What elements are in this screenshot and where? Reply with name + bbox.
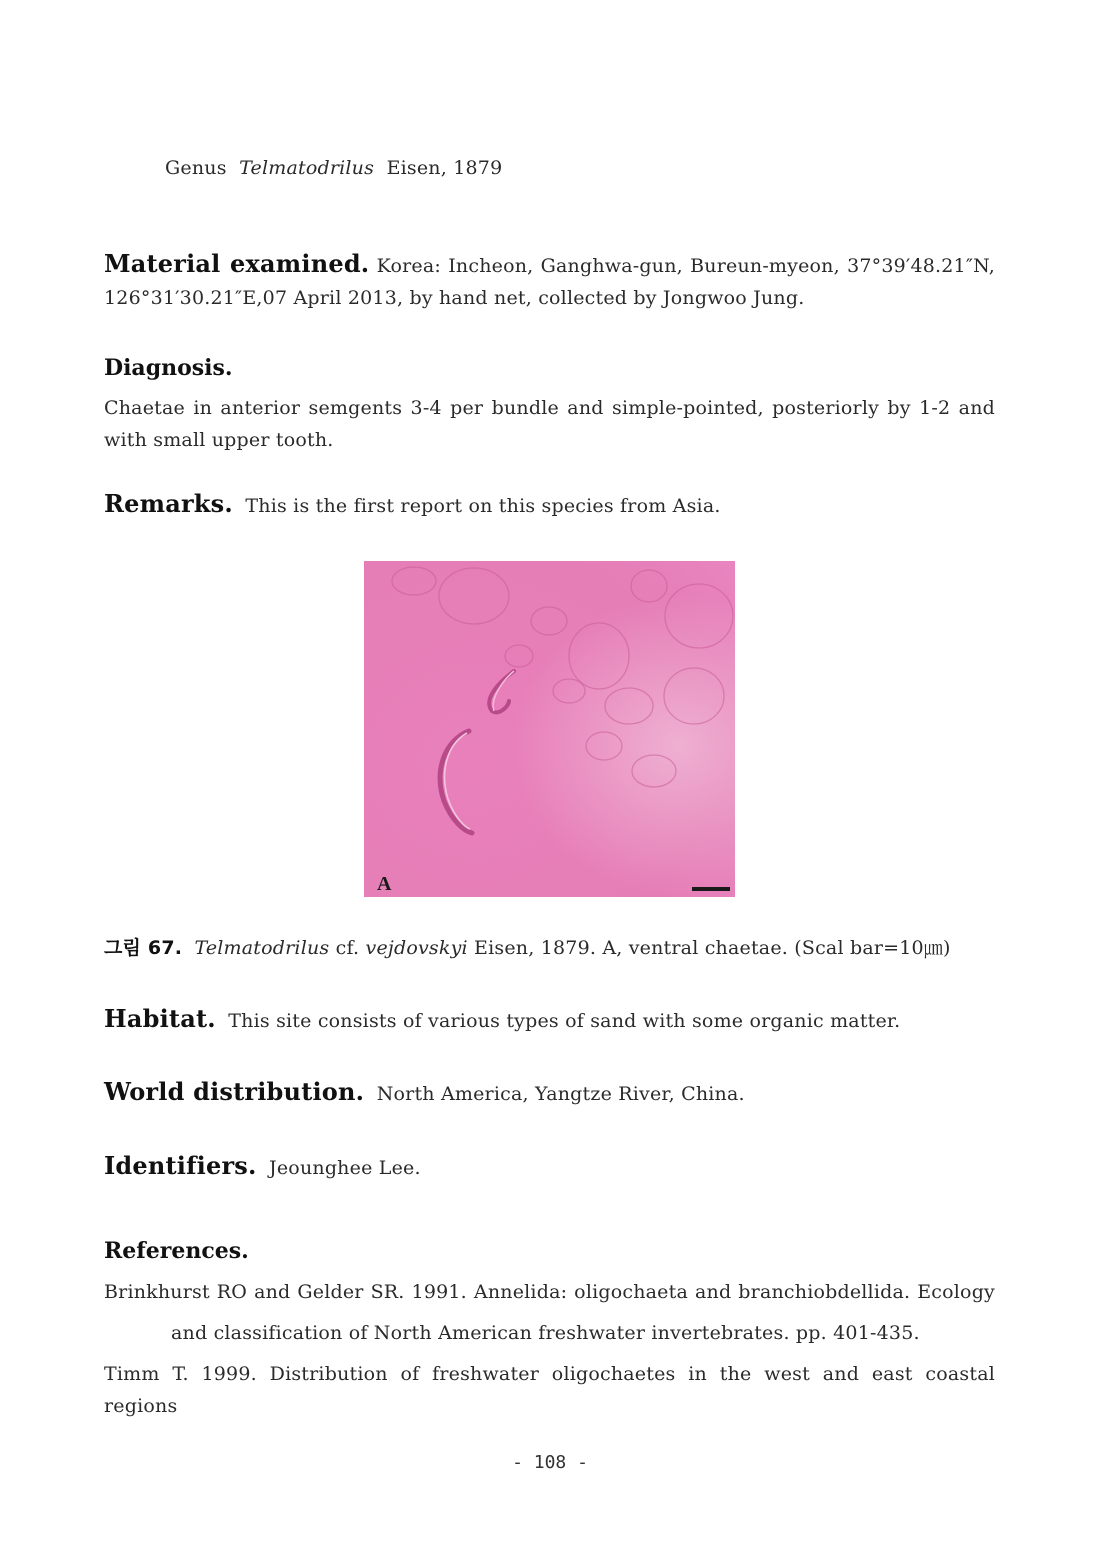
habitat-heading: Habitat. — [104, 1004, 216, 1033]
diagnosis-line1: Chaetae in anterior semgents 3-4 per bundle and simple-pointed, posteriorly by 1-2 and — [104, 397, 995, 419]
reference-item — [104, 1276, 995, 1349]
reference-2-line1: Timm T. 1999. Distribution of freshwater oligochaetes in the west and east coastal regions — [104, 1363, 995, 1417]
remarks-heading: Remarks. — [104, 489, 233, 518]
material-line1: Korea: Incheon, Ganghwa-gun, Bureun-myeon, 37°39′48.21″N, — [376, 255, 995, 277]
caption-genus: Telmatodrilus — [194, 937, 330, 959]
scale-bar — [692, 887, 730, 891]
habitat-section — [104, 1003, 995, 1037]
reference-1-line1: Brinkhurst RO and Gelder SR. 1991. Annelida: oligochaeta and branchiobdellida. Ecology — [104, 1281, 995, 1303]
diagnosis-text — [104, 392, 995, 456]
world-distribution-section — [104, 1076, 995, 1110]
caption-species: vejdovskyi — [365, 937, 468, 959]
micrograph-figure — [364, 561, 735, 897]
world-distribution-text: North America, Yangtze River, China. — [376, 1083, 745, 1105]
genus-name: Telmatodrilus — [239, 157, 375, 179]
diagnosis-line2: with small upper tooth. — [104, 429, 334, 451]
caption-cf: cf. — [335, 937, 360, 959]
material-heading: Material examined. — [104, 249, 370, 278]
panel-label: A — [377, 873, 392, 895]
habitat-text: This site consists of various types of sand with some organic matter. — [228, 1010, 901, 1032]
remarks-text: This is the first report on this species from Asia. — [245, 495, 721, 517]
genus-authority: Eisen, 1879 — [386, 157, 503, 179]
diagnosis-heading: Diagnosis. — [104, 355, 233, 381]
caption-rest: Eisen, 1879. A, ventral chaetae. (Scal bar=10㎛) — [474, 937, 951, 959]
figure-label: 그림 67. — [104, 937, 183, 959]
identifiers-heading: Identifiers. — [104, 1151, 257, 1180]
identifiers-section — [104, 1150, 995, 1184]
identifiers-text: Jeounghee Lee. — [269, 1157, 421, 1179]
chaetae-micrograph — [364, 561, 735, 897]
figure-caption — [104, 932, 995, 964]
references-heading: References. — [104, 1238, 249, 1264]
reference-1-line2: and classification of North American freshwater invertebrates. pp. 401-435. — [171, 1322, 920, 1344]
world-distribution-heading: World distribution. — [104, 1077, 365, 1106]
page-number: - 108 - — [512, 1452, 588, 1473]
genus-heading — [165, 152, 502, 184]
material-line2: 126°31′30.21″E,07 April 2013, by hand net, collected by Jongwoo Jung. — [104, 287, 805, 309]
genus-prefix: Genus — [165, 157, 227, 179]
remarks-section — [104, 488, 995, 522]
material-section — [104, 248, 995, 314]
